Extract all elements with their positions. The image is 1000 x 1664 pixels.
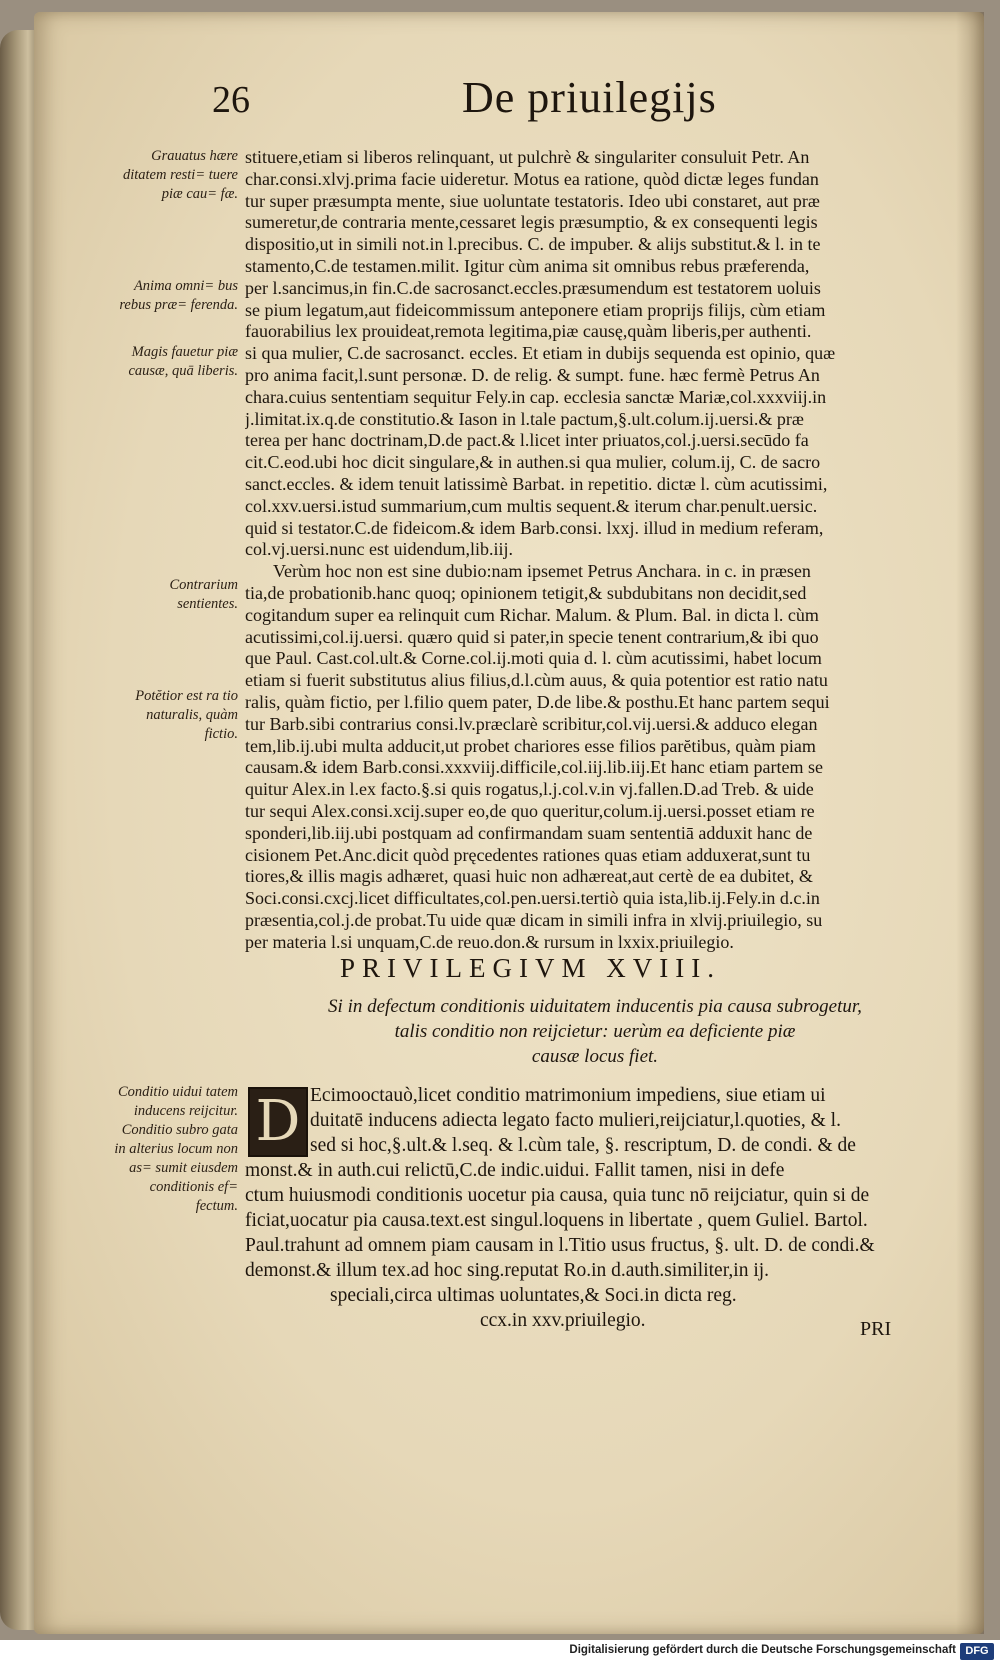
- body-line: causam.& idem Barb.consi.xxxviij.difficile,col.iij.lib.iij.Et hanc etiam partem se: [245, 757, 824, 778]
- body-line: cit.C.eod.ubi hoc dicit singulare,& in authen.si qua mulier, colum.ij, C. de sacro: [245, 452, 821, 473]
- privilege-line: ficiat,uocatur pia causa.text.est singul.loquens in libertate , quem Guliel. Bartol.: [245, 1210, 868, 1231]
- body-line: tem,lib.ij.ubi multa adducit,ut probet chariores esse filios parĕtibus, quàm piam: [245, 735, 816, 756]
- body-line: sumeretur,de contraria mente,cessaret legis præsumptio, & ex consequenti legis: [245, 212, 818, 233]
- body-line: tur Barb.sibi contrarius consi.lv.præclarè scribitur,col.vij.uersi.& adduco elegan: [245, 713, 818, 734]
- body-line: col.vj.uersi.nunc est uidendum,lib.iij.: [245, 539, 513, 560]
- body-line: terea per hanc doctrinam,D.de pact.& l.licet inter priuatos,col.j.uersi.secūdo fa: [245, 430, 809, 451]
- digitization-footer: [0, 1640, 1000, 1664]
- body-line: acutissimi,col.ij.uersi. quæro quid si pater,in specie tenent contrarium,& ibi quo: [245, 626, 819, 647]
- privilege-line: monst.& in auth.cui relictū,C.de indic.uidui. Fallit tamen, nisi in defe: [245, 1160, 785, 1181]
- privilege-line: Paul.trahunt ad omnem piam causam in l.Titio usus fructus, §. ult. D. de condi.&: [245, 1235, 875, 1256]
- body-line: sanct.eccles. & idem tenuit latissimè Barbat. in repetitio. dictæ l. cùm acutissimi,: [245, 474, 828, 494]
- privilege-line: sed si hoc,§.ult.& l.seq. & l.cùm tale, §. rescriptum, D. de condi. & de: [310, 1135, 856, 1156]
- body-line: quid si testator.C.de fideicom.& idem Barb.consi. lxxj. illud in medium referam,: [245, 517, 824, 538]
- body-line: per materia l.si unquam,C.de reuo.don.& rursum in lxxix.priuilegio.: [245, 931, 734, 952]
- page-edge-shadow: [956, 12, 984, 1634]
- body-line: tur super præsumpta mente, siue uoluntate testatoris. Ideo ubi constaret, aut præ: [245, 190, 820, 211]
- body-line: cisionem Pet.Anc.dicit quòd pręcedentes rationes quas etiam adduxerat,sunt tu: [245, 844, 811, 865]
- body-line: dispositio,ut in simili not.in l.precibus. C. de impuber. & alijs substitut.& l. in te: [245, 234, 821, 255]
- privilege-line: ccx.in xxv.priuilegio.: [480, 1310, 646, 1331]
- body-line: stituere,etiam si liberos relinquant, ut pulchrè & singulariter consuluit Petr. An: [245, 147, 810, 167]
- body-line: si qua mulier, C.de sacrosanct. eccles. Et etiam in dubijs sequenda est opinio, quæ: [245, 343, 836, 364]
- privilege-heading: PRIVILEGIVM XVIII.: [340, 953, 721, 983]
- body-line: j.limitat.ix.q.de constitutio.& Iason in l.tale pactum,§.ult.colum.ij.uersi.& præ: [245, 408, 804, 429]
- privilege-line: speciali,circa ultimas uoluntates,& Soci.in dicta reg.: [330, 1285, 737, 1306]
- dfg-logo: DFG: [960, 1643, 994, 1660]
- body-line: fauorabilius lex prouideat,remota legitima,piæ causę,quàm liberis,per authenti.: [245, 321, 812, 342]
- privilege-summary-line: Si in defectum conditionis uiduitatem inducentis pia causa subrogetur,: [328, 996, 862, 1017]
- body-line: que Paul. Cast.col.ult.& Corne.col.ij.moti quia d. l. cùm acutissimi, habet locum: [245, 648, 822, 669]
- body-line: tur sequi Alex.consi.xcij.super eo,de quo queritur,colum.ij.uersi.posset etiam re: [245, 801, 815, 821]
- privilege-line: ctum huiusmodi conditionis uocetur pia causa, quia tunc nō reijciatur, quin si de: [245, 1185, 870, 1206]
- body-line: tiores,& illis magis adhæret, quasi huic non adhæreat,aut certè de ea dubitet, &: [245, 866, 813, 887]
- drop-cap-initial: D: [248, 1087, 308, 1157]
- body-line: col.xxv.uersi.istud summarium,cum multis sequent.& iterum char.penult.uersic.: [245, 495, 818, 516]
- body-line: præsentia,col.j.de probat.Tu uide quæ dicam in simili infra in xlvij.priuilegio, su: [245, 910, 823, 930]
- body-line: sponderi,lib.iij.ubi postquam ad confirmandam suam sententiā adduxit hanc de: [245, 822, 813, 843]
- body-line: chara.cuius sententiam sequitur Fely.in cap. ecclesia sanctæ Mariæ,col.xxxviij.in: [245, 386, 827, 407]
- body-line: Soci.consi.cxcj.licet difficultates,col.pen.uersi.tertiò quia ista,lib.ij.Fely.in d.c.in: [245, 888, 820, 909]
- privilege-line: Ecimooctauò,licet conditio matrimonium impediens, siue etiam ui: [310, 1085, 826, 1106]
- body-line: etiam si fuerit substitutus alius filius,d.l.cùm auus, & quia potentior est ratio natu: [245, 670, 828, 691]
- body-line: Verùm hoc non est sine dubio:nam ipsemet Petrus Anchara. in c. in præsen: [273, 561, 811, 582]
- body-line: quitur Alex.in l.ex facto.§.si quis rogatus,l.j.col.v.in vj.fallen.D.ad Treb. & uide: [245, 779, 814, 800]
- catchword: PRI: [860, 1318, 892, 1340]
- footer-credit: Digitalisierung gefördert durch die Deutsche Forschungsgemeinschaft: [569, 1644, 956, 1656]
- margin-note: Conditio uidui tatem inducens reijcitur. Conditio subro gata in alterius locum non as= sumit eiusdem conditionis ef= fectum.: [114, 1084, 238, 1214]
- privilege-line: demonst.& illum tex.ad hoc sing.reputat Ro.in d.auth.similiter,in ij.: [245, 1260, 770, 1281]
- body-line: stamento,C.de testamen.milit. Igitur cùm anima sit omnibus rebus præferenda,: [245, 256, 810, 276]
- body-line: pro anima facit,l.sunt personæ. D. de relig. & sumpt. fune. hæc fermè Petrus An: [245, 365, 820, 385]
- body-line: ralis, quàm fictio, per l.filio quem pater, D.de libe.& posthu.Et hanc partem sequi: [245, 692, 830, 712]
- body-line: tia,de probationib.hanc quoq; opinionem tetigit,& subdubitans non decidit,sed: [245, 583, 807, 603]
- privilege-summary-line: causæ locus fiet.: [531, 1046, 659, 1067]
- margin-note: Magis fauetur piæ causæ, quā liberis.: [128, 344, 238, 379]
- body-line: char.consi.xlvj.prima facie uideretur. Motus ea ratione, quòd dictæ leges fundan: [245, 168, 819, 189]
- privilege-summary-line: talis conditio non reijcietur: uerùm ea deficiente piæ: [394, 1021, 796, 1042]
- body-line: cogitandum super ea relinquit cum Richar. Malum. & Plum. Bal. in dicta l. cùm: [245, 604, 819, 625]
- margin-note: Potĕtior est ra tio naturalis, quàm fictio.: [135, 688, 238, 742]
- running-title: De priuilegijs: [462, 73, 717, 122]
- body-line: se pium legatum,aut fideicommissum anteponere etiam proprijs filijs, cùm etiam: [245, 299, 826, 320]
- body-line: per l.sancimus,in fin.C.de sacrosanct.eccles.præsumendum est testatorem uoluis: [245, 277, 821, 298]
- margin-note: Grauatus hære ditatem resti= tuere piæ cau= fæ.: [122, 148, 238, 202]
- page-number: 26: [212, 79, 250, 121]
- margin-note: Contrarium sentientes.: [169, 577, 238, 612]
- margin-note: Anima omni= bus rebus præ= ferenda.: [119, 278, 238, 313]
- privilege-line: duitatē inducens adiecta legato facto mulieri,reijciatur,l.quoties, & l.: [310, 1110, 841, 1131]
